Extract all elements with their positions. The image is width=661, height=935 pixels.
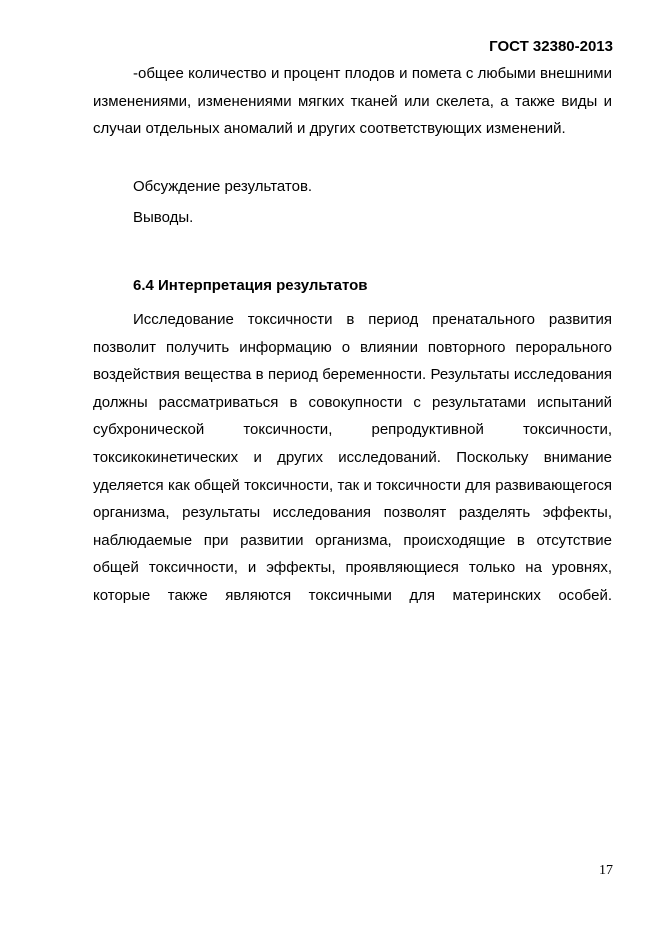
paragraph-interpretation: Исследование токсичности в период пренатального развития позволит получить информацию о влиянии повторного перорального воздействия вещества в период беременности. Результаты исследования должны рассматриваться в совокупности с результатами испытаний субхронической токсичности, репродуктивной токсичности, токсикокинетических и других исследований. Поскольку внимание уделяется как общей токсичности, так и токсичности для развивающегося организма, результаты исследования позволят разделять эффекты, наблюдаемые при развитии организма, происходящие в отсутствие общей токсичности, и эффекты, проявляющиеся только на уровнях, которые также являются токсичными для материнских особей. [93, 311, 612, 604]
page-number: 17 [599, 863, 613, 878]
paragraph-conclusions: Выводы. [133, 209, 194, 226]
section-heading-block [93, 272, 612, 300]
document-code: ГОСТ 32380-2013 [489, 38, 613, 55]
body-text-conclusions [93, 204, 612, 232]
body-text-upper [93, 60, 612, 143]
paragraph-items: -общее количество и процент плодов и помета с любыми внешними изменениями, изменениями мягких тканей или скелета, а также виды и случаи отдельных аномалий и других соответствующих изменений. [93, 65, 612, 138]
body-text-interpretation [93, 306, 612, 610]
section-heading: 6.4 Интерпретация результатов [133, 277, 368, 294]
body-text-discussion [93, 173, 612, 201]
paragraph-discussion: Обсуждение результатов. [133, 178, 313, 195]
